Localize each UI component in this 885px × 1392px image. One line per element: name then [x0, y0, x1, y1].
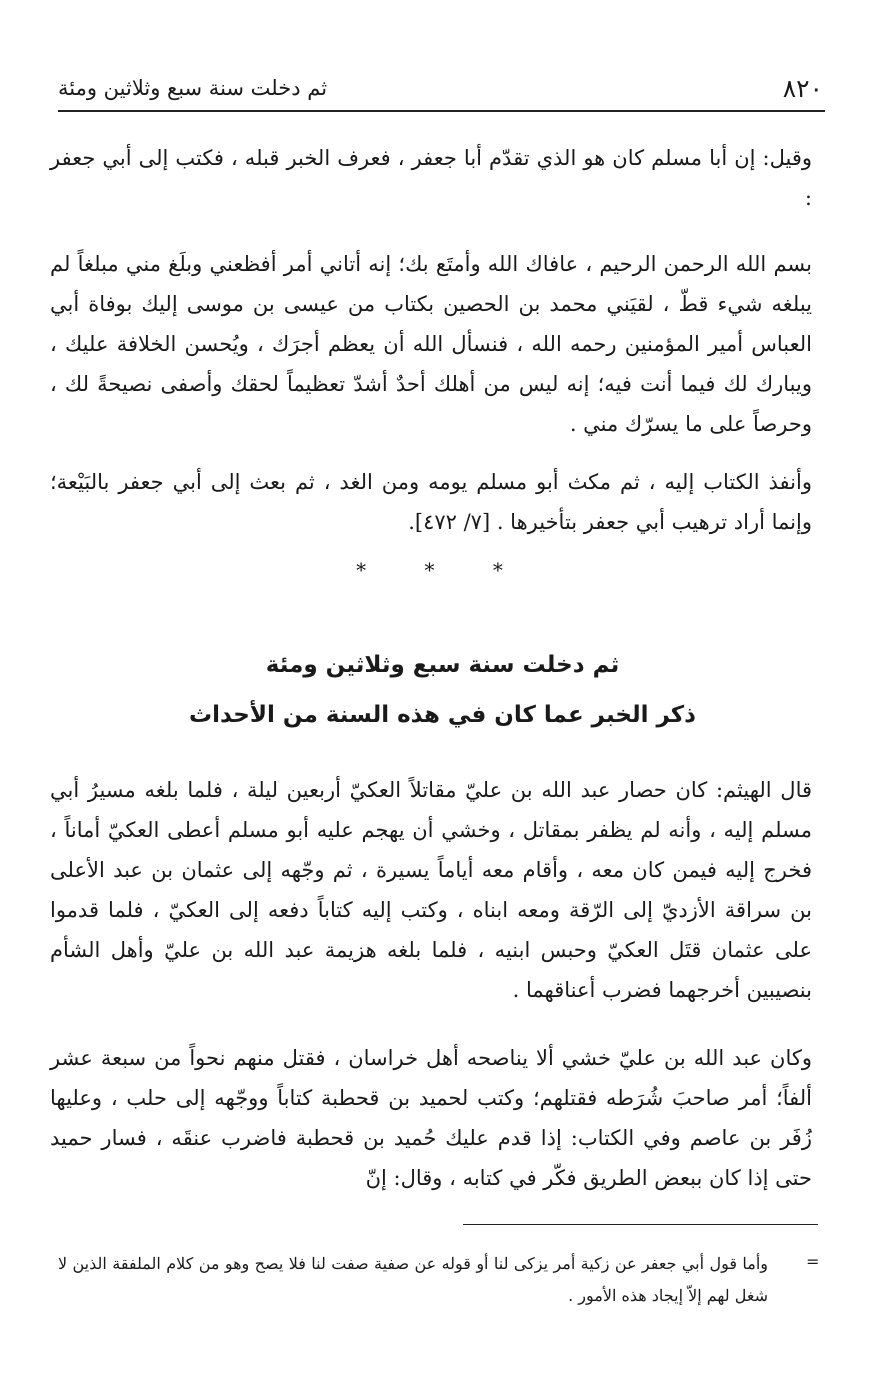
section-subtitle: ذكر الخبر عما كان في هذه السنة من الأحداث — [189, 702, 696, 728]
footnote-rule — [463, 1224, 818, 1225]
section-separator: * * * — [356, 558, 529, 582]
paragraph-abdallah: وكان عبد الله بن عليّ خشي ألا يناصحه أهل خراسان ، فقتل منهم نحواً من سبعة عشر ألفاً؛ أمر صاحبَ شُرَطه فقتلهم؛ وكتب لحميد بن قحطبة كتاباً ووجّهه إلى حلب ، وعليها زُفَر بن عاصم وفي الكتاب: إذا قدم عليك حُميد بن قحطبة فاضرب عنقَه ، فسار حميد حتى إذا كان ببعض الطريق فكّر في كتابه ، وقال: إنّ — [50, 1046, 812, 1190]
paragraph-haytham: قال الهيثم: كان حصار عبد الله بن عليّ مقاتلاً العكيّ أربعين ليلة ، فلما بلغه مسيرُ أبي مسلم إليه ، وأنه لم يظفر بمقاتل ، وخشي أن يهجم عليه أبو مسلم أعطى العكيّ أماناً ، فخرج إليه فيمن كان معه ، وأقام معه أياماً يسيرة ، ثم وجّهه إلى عثمان بن عبد الأعلى بن سراقة الأزديّ إلى الرّقة ومعه ابناه ، وكتب إليه كتاباً دفعه إلى العكيّ ، فلما قدموا على عثمان قتَل العكيّ وحبس ابنيه ، فلما بلغه هزيمة عبد الله بن عليّ وأهل الشأم بنصيبين أخرجهما فضرب أعناقهما . — [50, 778, 813, 1002]
section-title: ثم دخلت سنة سبع وثلاثين ومئة — [265, 652, 620, 678]
page-number: ٨٢٠ — [782, 74, 823, 103]
paragraph-letter: بسم الله الرحمن الرحيم ، عافاك الله وأمتَع بك؛ إنه أتاني أمر أفظعني وبلَغ مني مبلغاً لم يبلغه شيء قطّ ، لقيَني محمد بن الحصين بكتاب من عيسى بن موسى إليك بوفاة أبي العباس أمير المؤمنين رحمه الله ، فنسأل الله أن يعظم أجرَك ، ويُحسن الخلافة عليك ، ويبارك لك فيما أنت فيه؛ إنه ليس من أهلك أحدٌ أشدّ تعظيماً لحقك وأصفى نصيحةً لك ، وحرصاً على ما يسرّك مني . — [50, 252, 812, 436]
running-title: ثم دخلت سنة سبع وثلاثين ومئة — [58, 76, 328, 100]
paragraph-bayah: وأنفذ الكتاب إليه ، ثم مكث أبو مسلم يومه ومن الغد ، ثم بعث إلى أبي جعفر بالبَيْعة؛ وإنما أراد ترهيب أبي جعفر بتأخيرها . [٧/ ٤٧٢]. — [50, 470, 812, 534]
paragraph-intro: وقيل: إن أبا مسلم كان هو الذي تقدّم أبا جعفر ، فعرف الخبر قبله ، فكتب إلى أبي جعفر : — [50, 146, 812, 210]
page-header — [58, 74, 825, 110]
footnote-marker: = — [806, 1252, 820, 1271]
footnote-text: وأما قول أبي جعفر عن زكية أمر يزكى لنا أو قوله عن صفية صفت لنا فلا يصح وهو من كلام الملفقة الذين لا شغل لهم إلاّ إيجاد هذه الأمور . — [58, 1254, 768, 1305]
header-rule — [58, 110, 825, 112]
